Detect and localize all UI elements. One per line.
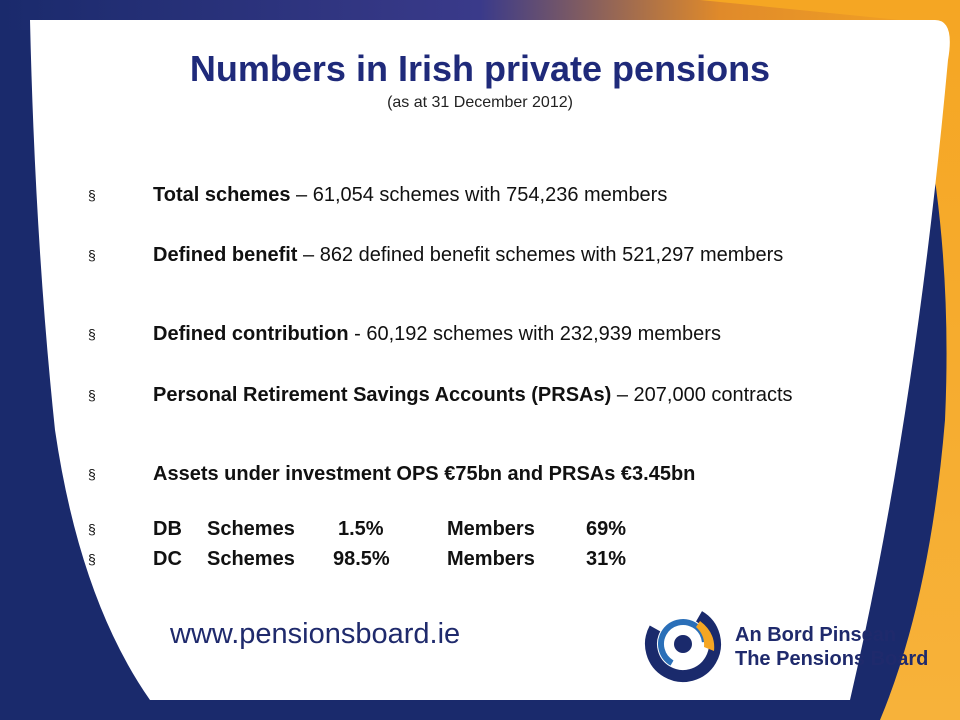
bullet-bold: Personal Retirement Savings Accounts (PRSAs) (153, 384, 612, 406)
bullet-text: – 862 defined benefit schemes with 521,297 members (297, 244, 784, 266)
bullet-marker: § (88, 387, 96, 403)
dc-members-pct: 31% (586, 548, 627, 570)
pensions-board-logo-icon (642, 603, 724, 685)
dc-type: DC (153, 548, 182, 570)
title-part-a: Numbers in (189, 48, 388, 89)
db-schemes-label: Schemes (207, 518, 295, 540)
db-type: DB (153, 518, 182, 540)
org-name-irish: An Bord Pinsean (735, 624, 897, 646)
bullet-bold: Defined benefit (153, 244, 298, 266)
bullet-marker: § (88, 187, 96, 203)
bullet-text: – 61,054 schemes with 754,236 members (290, 184, 668, 206)
bullet-marker: § (88, 551, 96, 567)
bullet-marker: § (88, 326, 96, 342)
dc-schemes-pct: 98.5% (333, 548, 390, 570)
bullet-marker: § (88, 466, 96, 482)
bullet-text: - 60,192 schemes with 232,939 members (348, 323, 721, 345)
db-members-label: Members (447, 518, 535, 540)
db-schemes-pct: 1.5% (338, 518, 384, 540)
bullet-bold: Defined contribution (153, 323, 349, 345)
bullet-marker: § (88, 247, 96, 263)
bullet-marker: § (88, 521, 96, 537)
bullet-text: – 207,000 contracts (611, 384, 793, 406)
bullet-bold: Total schemes (153, 184, 291, 206)
bullet-bold: Assets under investment OPS €75bn and PRSAs €3.45bn (153, 463, 696, 485)
slide-subtitle: (as at 31 December 2012) (387, 94, 573, 111)
dc-schemes-label: Schemes (207, 548, 295, 570)
org-name-english: The Pensions Board (735, 648, 929, 670)
db-members-pct: 69% (586, 518, 627, 540)
dc-members-label: Members (447, 548, 535, 570)
website-link[interactable]: www.pensionsboard.ie (170, 618, 461, 650)
title-part-b: Irish private pensions (397, 48, 771, 89)
